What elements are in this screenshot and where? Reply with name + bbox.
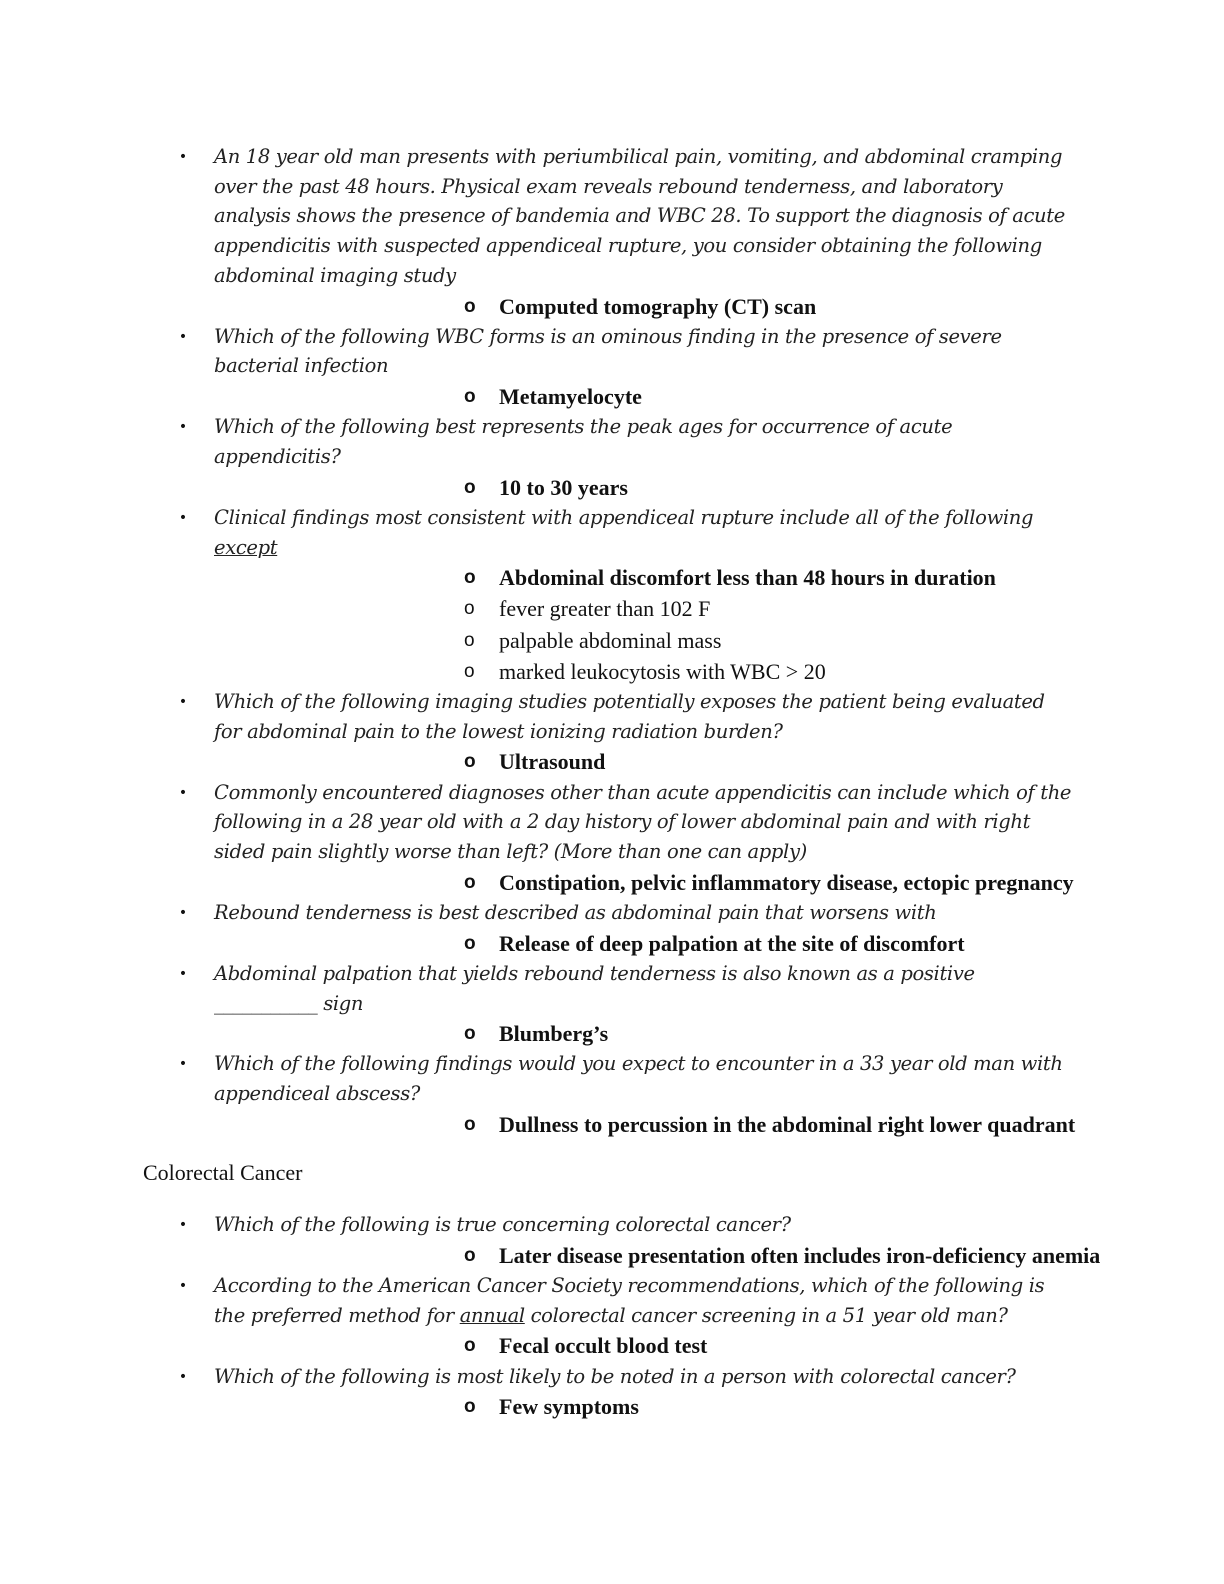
question-text: Abdominal palpation that yields rebound tenderness is also known as a positive ___________ sign xyxy=(214,961,975,1015)
underlined-word: except xyxy=(214,535,278,559)
question-text: Which of the following findings would you expect to encounter in a 33 year old man with appendiceal abscess? xyxy=(214,1052,1063,1106)
answer-text: palpable abdominal mass xyxy=(499,627,722,653)
question-text: Which of the following best represents the peak ages for occurrence of acute appendicitis? xyxy=(214,415,953,468)
sub-bullet-icon: o xyxy=(464,598,475,620)
underlined-word: annual xyxy=(459,1303,525,1327)
question-item xyxy=(0,1362,1224,1423)
answer-text: Few symptoms xyxy=(499,1394,639,1420)
answer-text: Dullness to percussion in the abdominal right lower quadrant xyxy=(499,1111,1076,1137)
answer-list xyxy=(214,746,1074,777)
question-text: Commonly encountered diagnoses other than acute appendicitis can include which of the following in a 28 year old with a 2 day history of lower abdominal pain and with right sided pain slightly worse than left? (More than one can apply) xyxy=(214,780,1072,864)
sub-bullet-icon: o xyxy=(464,1335,476,1357)
bullet-icon: • xyxy=(178,694,188,711)
answer-list xyxy=(214,1109,1074,1140)
answer-list xyxy=(214,1018,1074,1049)
answer-text: Computed tomography (CT) scan xyxy=(499,293,817,319)
sub-bullet-icon: o xyxy=(464,1396,476,1418)
answer-item xyxy=(214,1109,1074,1140)
question-list xyxy=(0,1210,1224,1422)
answer-item xyxy=(214,562,1074,593)
answer-text: Blumberg’s xyxy=(499,1021,609,1047)
section-heading: Colorectal Cancer xyxy=(143,1160,303,1186)
answer-list xyxy=(214,291,1074,322)
answer-item xyxy=(214,1330,1074,1361)
answer-text: marked leukocytosis with WBC > 20 xyxy=(499,658,826,684)
answer-list xyxy=(214,928,1074,959)
answer-list xyxy=(214,1240,1101,1271)
question-text: Clinical findings most consistent with appendiceal rupture include all of the following except xyxy=(214,505,1034,559)
answer-item xyxy=(214,746,1074,777)
bullet-icon: • xyxy=(178,149,188,165)
sub-bullet-icon: o xyxy=(464,660,475,682)
answer-text: Later disease presentation often includes iron-deficiency anemia xyxy=(499,1242,1101,1268)
question-item xyxy=(0,1049,1224,1140)
sub-bullet-icon: o xyxy=(464,1023,476,1045)
answer-list xyxy=(214,381,1074,412)
sub-bullet-icon: o xyxy=(464,567,476,589)
answer-item xyxy=(214,625,1074,656)
bullet-icon: • xyxy=(178,509,188,526)
bullet-icon: • xyxy=(178,904,188,921)
question-item xyxy=(0,778,1224,898)
answer-text: 10 to 30 years xyxy=(499,474,628,500)
question-text: Which of the following imaging studies potentially exposes the patient being evaluated for abdominal pain to the lowest ionizing radiation burden? xyxy=(214,690,1045,743)
bullet-icon: • xyxy=(178,784,188,801)
answer-blank: ___________ xyxy=(214,991,318,1015)
answer-item xyxy=(214,472,1074,503)
sub-bullet-icon: o xyxy=(464,295,476,317)
question-item xyxy=(0,322,1224,413)
bullet-icon: • xyxy=(178,965,188,982)
bullet-icon: • xyxy=(178,1277,188,1294)
answer-list xyxy=(214,1330,1074,1361)
bullet-icon: • xyxy=(178,419,188,436)
question-item xyxy=(0,142,1224,322)
sub-bullet-icon: o xyxy=(464,932,476,954)
sub-bullet-icon: o xyxy=(464,1113,476,1135)
answer-text: fever greater than 102 F xyxy=(499,596,711,622)
answer-item xyxy=(214,291,1074,322)
sub-bullet-icon: o xyxy=(464,871,476,893)
sub-bullet-icon: o xyxy=(464,629,475,651)
answer-item xyxy=(214,381,1074,412)
question-list xyxy=(0,142,1224,1140)
answer-item xyxy=(214,1018,1074,1049)
answer-item xyxy=(214,867,1074,898)
question-item xyxy=(0,1210,1224,1271)
answer-list xyxy=(214,867,1074,898)
question-item xyxy=(0,898,1224,959)
question-item xyxy=(0,412,1224,503)
answer-text: Abdominal discomfort less than 48 hours in duration xyxy=(499,565,996,591)
answer-text: Metamyelocyte xyxy=(499,384,642,410)
answer-item xyxy=(214,928,1074,959)
answer-list xyxy=(214,562,1074,687)
answer-list xyxy=(214,472,1074,503)
question-text: According to the American Cancer Society recommendations, which of the following is the preferred method for annual colorectal cancer screening in a 51 year old man? xyxy=(214,1273,1045,1327)
sub-bullet-icon: o xyxy=(464,476,476,498)
bullet-icon: • xyxy=(178,328,188,345)
sub-bullet-icon: o xyxy=(464,1244,476,1266)
question-text: An 18 year old man presents with periumbilical pain, vomiting, and abdominal cramping over the past 48 hours. Physical exam reveals rebound tenderness, and laboratory analysis shows the presence of bandemia and WBC 28. To support the diagnosis of acute appendicitis with suspected appendiceal rupture, you consider obtaining the following abdominal imaging study xyxy=(214,145,1065,287)
question-item xyxy=(0,687,1224,778)
answer-item xyxy=(214,1391,1074,1422)
answer-text: Release of deep palpation at the site of discomfort xyxy=(499,930,965,956)
sub-bullet-icon: o xyxy=(464,386,476,408)
answer-text: Constipation, pelvic inflammatory disease, ectopic pregnancy xyxy=(499,869,1074,895)
answer-item xyxy=(214,1240,1101,1271)
answer-text: Ultrasound xyxy=(499,749,606,775)
answer-item xyxy=(214,593,1074,624)
question-text: Rebound tenderness is best described as abdominal pain that worsens with xyxy=(214,900,937,924)
bullet-icon: • xyxy=(178,1217,188,1234)
question-item xyxy=(0,959,1224,1050)
question-text: Which of the following is most likely to be noted in a person with colorectal cancer? xyxy=(214,1364,1016,1388)
bullet-icon: • xyxy=(178,1056,188,1073)
question-item xyxy=(0,503,1224,687)
question-item xyxy=(0,1271,1224,1362)
sub-bullet-icon: o xyxy=(464,751,476,773)
bullet-icon: • xyxy=(178,1368,188,1385)
question-text: Which of the following WBC forms is an ominous finding in the presence of severe bacterial infection xyxy=(214,324,1002,378)
answer-text: Fecal occult blood test xyxy=(499,1333,708,1359)
answer-item xyxy=(214,656,1074,687)
answer-list xyxy=(214,1391,1074,1422)
question-text: Which of the following is true concerning colorectal cancer? xyxy=(214,1213,791,1237)
